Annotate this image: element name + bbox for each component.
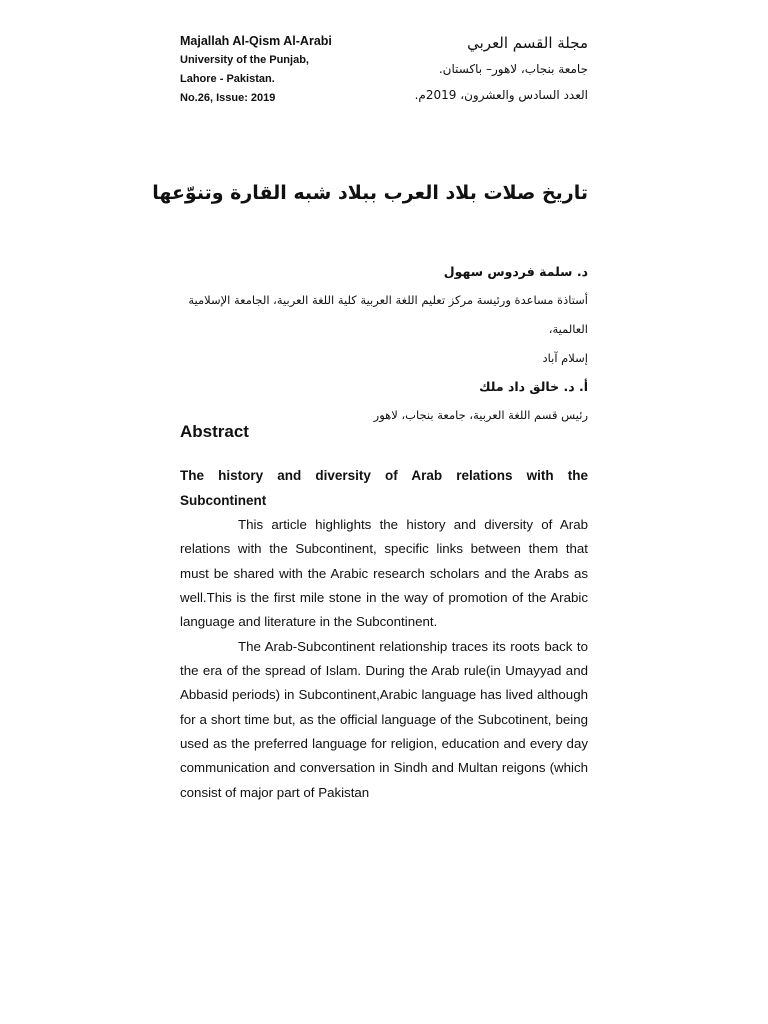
author-affiliation: أستاذة مساعدة ورئيسة مركز تعليم اللغة العربية كلية اللغة العربية، الجامعة الإسلامية العالمية، bbox=[188, 293, 588, 336]
journal-header-arabic bbox=[348, 30, 588, 108]
abstract-paragraph: The Arab-Subcontinent relationship traces its roots back to the era of the spread of Islam. During the Arab rule(in Umayyad and Abbasid periods) in Subcontinent,Arabic language has lived although for a short time but, as the official language of the Subcotinent, being used as the preferred language for religion, education and every day communication and conversation in Sindh and Multan reigons (which consist of major part of Pakistan bbox=[180, 638, 588, 800]
issue-english: No.26, Issue: 2019 bbox=[180, 92, 276, 104]
author-name: د. سلمة فردوس سهول bbox=[443, 264, 588, 279]
university-name-english: University of the Punjab, bbox=[180, 54, 309, 66]
journal-name-english: Majallah Al-Qism Al-Arabi bbox=[180, 34, 332, 48]
author-affiliation: إسلام آباد bbox=[542, 351, 588, 365]
journal-name-arabic: مجلة القسم العربي bbox=[467, 34, 588, 52]
location-english: Lahore - Pakistan. bbox=[180, 73, 275, 85]
issue-arabic: العدد السادس والعشرون، 2019م. bbox=[414, 88, 588, 102]
location-arabic: جامعة بنجاب، لاهور– باكستان. bbox=[438, 62, 588, 76]
authors-block bbox=[180, 258, 588, 430]
abstract-subtitle: The history and diversity of Arab relations with the Subcontinent bbox=[180, 468, 588, 508]
abstract-heading: Abstract bbox=[180, 422, 249, 441]
author-affiliation: رئيس قسم اللغة العربية، جامعة بنجاب، لاهور bbox=[373, 408, 588, 422]
abstract-paragraph: This article highlights the history and diversity of Arab relations with the Subcontinent, specific links between them that must be shared with the Arabic research scholars and the Arabs as well.This is the first mile stone in the way of promotion of the Arabic language and literature in the Subcontinent. bbox=[180, 517, 588, 630]
abstract-body bbox=[180, 513, 588, 805]
author-name: أ. د. خالق داد ملك bbox=[479, 379, 588, 394]
article-title: تاريخ صلات بلاد العرب ببلاد شبه القارة وتنوّعها bbox=[152, 182, 588, 204]
